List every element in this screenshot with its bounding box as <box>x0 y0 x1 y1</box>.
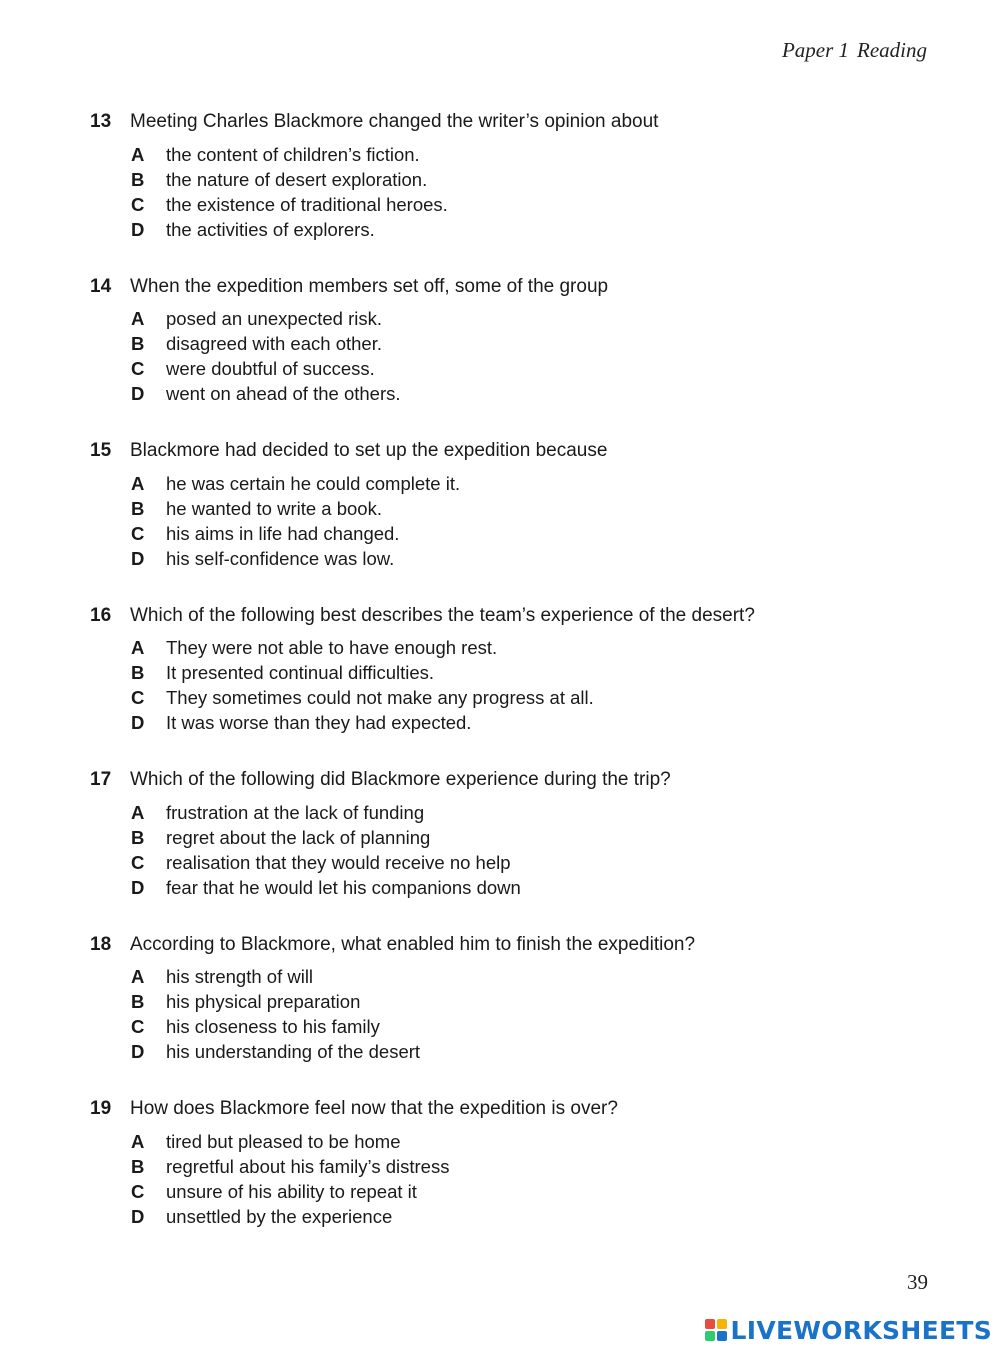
option-text: regretful about his family’s distress <box>166 1155 450 1177</box>
answer-option[interactable] <box>131 1040 930 1065</box>
option-letter: B <box>131 662 145 683</box>
question-item <box>90 929 930 1094</box>
option-text: his strength of will <box>166 966 314 987</box>
question-number: 14 <box>90 275 112 297</box>
option-letter: C <box>131 687 145 708</box>
option-letter: B <box>131 333 145 354</box>
answer-options <box>131 138 930 242</box>
answer-options <box>131 303 930 407</box>
option-text: he wanted to write a book. <box>166 497 382 519</box>
option-letter: B <box>131 826 145 848</box>
liveworksheets-logo <box>705 1312 992 1348</box>
option-letter: A <box>131 637 145 658</box>
logo-square-1 <box>705 1319 715 1329</box>
answer-option[interactable] <box>131 711 930 736</box>
option-text: fear that he would let his companions down <box>166 876 521 898</box>
question-stem: How does Blackmore feel now that the expedition is over? <box>130 1098 618 1119</box>
answer-option[interactable] <box>131 686 930 711</box>
answer-option[interactable] <box>131 850 930 875</box>
option-text: tired but pleased to be home <box>166 1130 401 1152</box>
brand-logo-icon <box>705 1319 727 1341</box>
option-letter: A <box>131 472 145 494</box>
question-line <box>90 929 930 961</box>
question-stem: Which of the following best describes the team’s experience of the desert? <box>130 604 755 626</box>
option-letter: D <box>131 1205 145 1227</box>
section-label: Reading <box>857 38 927 62</box>
option-text: his self-confidence was low. <box>166 547 395 569</box>
option-letter: A <box>131 308 145 329</box>
option-text: his physical preparation <box>166 991 361 1012</box>
question-item <box>90 271 930 436</box>
answer-option[interactable] <box>131 1154 930 1179</box>
answer-option[interactable] <box>131 800 930 825</box>
answer-options <box>131 961 930 1065</box>
question-item <box>90 764 930 929</box>
question-number: 19 <box>90 1098 112 1119</box>
option-letter: C <box>131 193 145 215</box>
option-text: he was certain he could complete it. <box>166 472 461 494</box>
answer-options <box>131 1125 930 1229</box>
brand-text: LIVEWORKSHEETS <box>730 1315 992 1345</box>
page-header <box>782 38 927 63</box>
option-text: disagreed with each other. <box>166 333 382 354</box>
option-text: his closeness to his family <box>166 1016 380 1037</box>
option-text: It was worse than they had expected. <box>166 712 472 733</box>
option-text: unsure of his ability to repeat it <box>166 1180 417 1202</box>
answer-option[interactable] <box>131 192 930 217</box>
option-letter: D <box>131 1041 145 1062</box>
answer-option[interactable] <box>131 142 930 167</box>
question-number: 13 <box>90 111 112 132</box>
answer-option[interactable] <box>131 167 930 192</box>
option-text: the existence of traditional heroes. <box>166 193 448 215</box>
option-letter: D <box>131 218 145 240</box>
option-text: posed an unexpected risk. <box>166 308 382 329</box>
option-text: were doubtful of success. <box>166 358 375 379</box>
option-text: They sometimes could not make any progress at all. <box>166 687 594 708</box>
option-letter: D <box>131 712 145 733</box>
logo-square-2 <box>717 1319 727 1329</box>
option-letter: D <box>131 876 145 898</box>
answer-option[interactable] <box>131 990 930 1015</box>
question-item <box>90 106 930 271</box>
answer-option[interactable] <box>131 1204 930 1229</box>
option-letter: A <box>131 143 145 165</box>
question-line <box>90 271 930 303</box>
option-text: his understanding of the desert <box>166 1041 421 1062</box>
logo-square-4 <box>717 1331 727 1341</box>
question-line <box>90 106 930 138</box>
question-item <box>90 600 930 765</box>
option-text: the nature of desert exploration. <box>166 168 428 190</box>
option-letter: D <box>131 383 145 404</box>
answer-option[interactable] <box>131 1129 930 1154</box>
option-text: the content of children’s fiction. <box>166 143 420 165</box>
option-text: unsettled by the experience <box>166 1205 393 1227</box>
option-letter: D <box>131 547 145 569</box>
answer-option[interactable] <box>131 661 930 686</box>
answer-option[interactable] <box>131 496 930 521</box>
option-text: frustration at the lack of funding <box>166 801 425 823</box>
answer-option[interactable] <box>131 1179 930 1204</box>
question-number: 18 <box>90 933 112 955</box>
option-letter: C <box>131 1016 145 1037</box>
answer-option[interactable] <box>131 357 930 382</box>
question-line <box>90 764 930 796</box>
answer-option[interactable] <box>131 307 930 332</box>
answer-option[interactable] <box>131 217 930 242</box>
answer-option[interactable] <box>131 382 930 407</box>
option-letter: B <box>131 991 145 1012</box>
option-letter: C <box>131 358 145 379</box>
question-stem: Which of the following did Blackmore experience during the trip? <box>130 769 671 790</box>
option-text: went on ahead of the others. <box>166 383 401 404</box>
question-stem: When the expedition members set off, some of the group <box>130 275 609 297</box>
answer-option[interactable] <box>131 965 930 990</box>
question-item <box>90 435 930 600</box>
answer-options <box>131 632 930 736</box>
option-text: realisation that they would receive no help <box>166 851 511 873</box>
option-letter: A <box>131 801 145 823</box>
answer-option[interactable] <box>131 546 930 571</box>
logo-square-3 <box>705 1331 715 1341</box>
option-letter: C <box>131 1180 145 1202</box>
answer-option[interactable] <box>131 636 930 661</box>
question-line <box>90 435 930 467</box>
question-line <box>90 600 930 632</box>
answer-option[interactable] <box>131 875 930 900</box>
answer-option[interactable] <box>131 332 930 357</box>
question-number: 17 <box>90 769 112 790</box>
answer-options <box>131 796 930 900</box>
question-stem: Meeting Charles Blackmore changed the writer’s opinion about <box>130 111 659 132</box>
option-letter: A <box>131 1130 145 1152</box>
answer-options <box>131 467 930 571</box>
question-item <box>90 1093 930 1258</box>
option-text: They were not able to have enough rest. <box>166 637 498 658</box>
paper-label: Paper 1 <box>781 38 850 62</box>
answer-option[interactable] <box>131 521 930 546</box>
option-letter: B <box>131 1155 145 1177</box>
question-list <box>90 106 930 1258</box>
option-text: his aims in life had changed. <box>166 522 400 544</box>
answer-option[interactable] <box>131 825 930 850</box>
option-letter: B <box>131 168 145 190</box>
page-number: 39 <box>907 1270 928 1294</box>
option-letter: B <box>131 497 145 519</box>
option-text: regret about the lack of planning <box>166 826 431 848</box>
question-line <box>90 1093 930 1125</box>
option-text: the activities of explorers. <box>166 218 375 240</box>
answer-option[interactable] <box>131 471 930 496</box>
option-letter: C <box>131 851 145 873</box>
option-letter: A <box>131 966 145 987</box>
option-text: It presented continual difficulties. <box>166 662 435 683</box>
option-letter: C <box>131 522 145 544</box>
question-number: 15 <box>90 440 112 461</box>
question-stem: According to Blackmore, what enabled him to finish the expedition? <box>130 933 696 955</box>
question-number: 16 <box>90 604 112 626</box>
answer-option[interactable] <box>131 1015 930 1040</box>
question-stem: Blackmore had decided to set up the expedition because <box>130 440 608 461</box>
